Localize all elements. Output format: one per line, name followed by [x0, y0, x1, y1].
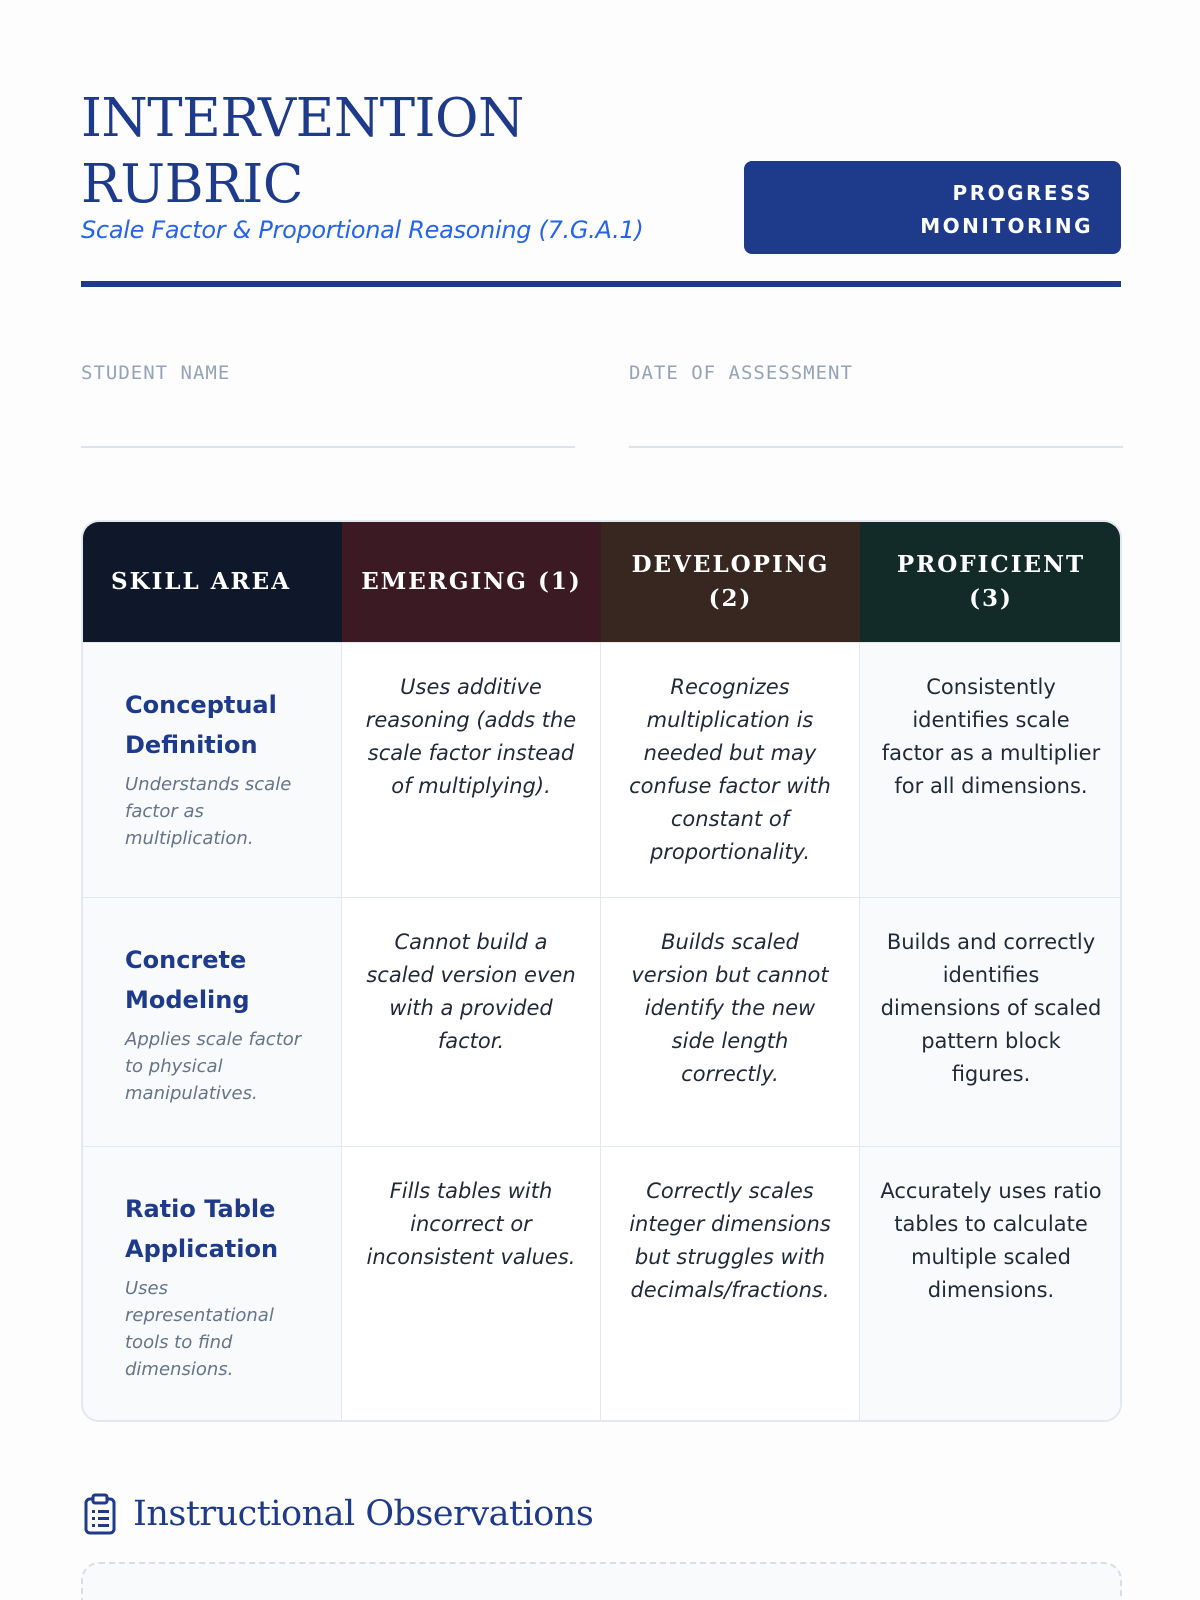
emerging-descriptor: Uses additive reasoning (adds the scale factor instead of multiplying).: [365, 675, 577, 798]
title-line-2: RUBRIC: [81, 154, 303, 215]
developing-cell[interactable]: [601, 642, 860, 897]
date-of-assessment-label: DATE OF ASSESSMENT: [629, 362, 853, 384]
emerging-cell[interactable]: [342, 1146, 601, 1422]
page-title: [81, 86, 601, 218]
developing-cell[interactable]: [601, 897, 860, 1146]
proficient-descriptor: Builds and correctly identifies dimensions of scaled pattern block figures.: [880, 930, 1102, 1086]
badge-line-1: PROGRESS: [952, 181, 1093, 205]
proficient-cell[interactable]: [860, 642, 1122, 897]
date-of-assessment-underline: [629, 446, 1123, 448]
skill-cell-concrete-modeling: [83, 897, 342, 1146]
rubric-header: [81, 86, 1121, 286]
skill-description: Uses representational tools to find dimensions.: [125, 1278, 274, 1380]
title-line-1: INTERVENTION: [81, 88, 524, 149]
skill-cell-ratio-table-application: [83, 1146, 342, 1422]
emerging-descriptor: Fills tables with incorrect or inconsistent values.: [366, 1179, 576, 1269]
skill-name: Ratio Table Application: [125, 1195, 279, 1263]
developing-descriptor: Correctly scales integer dimensions but struggles with decimals/fractions.: [629, 1179, 831, 1302]
page-subtitle: Scale Factor & Proportional Reasoning (7.G.A.1): [81, 216, 644, 244]
column-header-emerging: EMERGING (1): [342, 522, 601, 642]
date-of-assessment-field[interactable]: [629, 362, 1123, 384]
observations-heading: [83, 1490, 593, 1538]
column-header-proficient: PROFICIENT (3): [860, 522, 1122, 642]
skill-name: Concrete Modeling: [125, 946, 250, 1014]
proficient-descriptor: Accurately uses ratio tables to calculate multiple scaled dimensions.: [880, 1179, 1102, 1302]
skill-description: Applies scale factor to physical manipulatives.: [125, 1029, 302, 1104]
observations-notes-box[interactable]: [81, 1562, 1122, 1600]
emerging-cell[interactable]: [342, 897, 601, 1146]
progress-monitoring-badge: [744, 161, 1121, 254]
rubric-table: [81, 520, 1122, 1422]
developing-descriptor: Builds scaled version but cannot identify the new side length correctly.: [631, 930, 829, 1086]
skill-cell-conceptual-definition: [83, 642, 342, 897]
emerging-cell[interactable]: [342, 642, 601, 897]
column-header-developing: DEVELOPING (2): [601, 522, 860, 642]
student-name-field[interactable]: [81, 362, 575, 384]
observations-title: Instructional Observations: [133, 1494, 594, 1534]
developing-cell[interactable]: [601, 1146, 860, 1422]
badge-line-2: MONITORING: [920, 214, 1093, 238]
clipboard-icon: [83, 1493, 117, 1535]
proficient-cell[interactable]: [860, 897, 1122, 1146]
skill-description: Understands scale factor as multiplication.: [125, 774, 292, 849]
student-name-underline: [81, 446, 575, 448]
column-header-skill-area: SKILL AREA: [83, 522, 342, 642]
proficient-descriptor: Consistently identifies scale factor as a multiplier for all dimensions.: [881, 675, 1101, 798]
header-divider: [81, 281, 1121, 287]
student-name-label: STUDENT NAME: [81, 362, 231, 384]
skill-name: Conceptual Definition: [125, 691, 277, 759]
proficient-cell[interactable]: [860, 1146, 1122, 1422]
developing-descriptor: Recognizes multiplication is needed but may confuse factor with constant of proportionality.: [629, 675, 831, 864]
emerging-descriptor: Cannot build a scaled version even with a provided factor.: [366, 930, 576, 1053]
